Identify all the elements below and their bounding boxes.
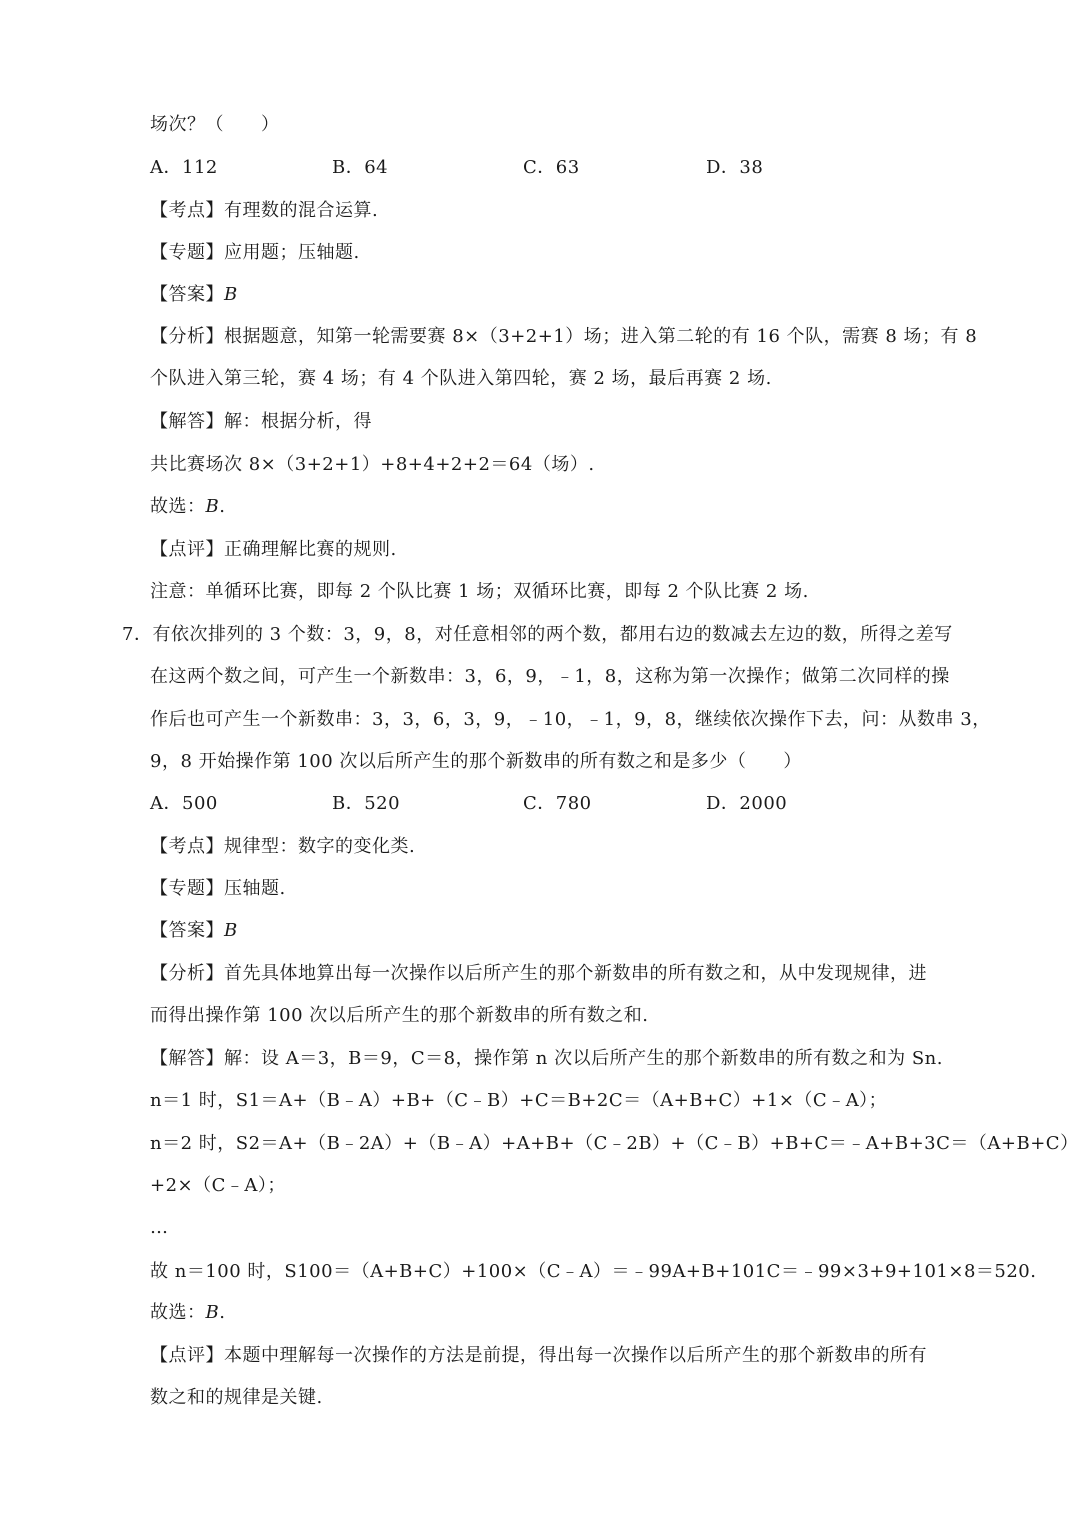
q6-option-c: C．63 bbox=[523, 157, 580, 178]
q7-select-value: B bbox=[205, 1302, 220, 1323]
q6-kaodian: 【考点】有理数的混合运算. bbox=[150, 200, 379, 221]
q7-stem-line-2: 在这两个数之间，可产生一个新数串：3，6，9，﹣1，8，这称为第一次操作；做第二次同样的操 bbox=[150, 666, 950, 687]
q6-select-value: B bbox=[205, 496, 220, 517]
q7-jieda-intro: 【解答】解：设 A＝3，B＝9，C＝8，操作第 n 次以后所产生的那个新数串的所有数之和为 Sn. bbox=[150, 1048, 943, 1069]
q7-stem-line-3: 作后也可产生一个新数串：3，3，6，3，9，﹣10，﹣1，9，8，继续依次操作下去，问：从数串 3， bbox=[150, 709, 991, 730]
q7-answer-label: 【答案】 bbox=[150, 920, 224, 941]
q7-option-b: B．520 bbox=[332, 793, 401, 814]
q6-answer-value: B bbox=[224, 284, 238, 305]
q7-zhuanti: 【专题】压轴题. bbox=[150, 878, 286, 899]
q7-number: 7． bbox=[122, 624, 153, 645]
q6-stem-tail: 场次？（ ） bbox=[150, 114, 280, 135]
q6-answer-label: 【答案】 bbox=[150, 284, 224, 305]
q6-select: 故选：B. bbox=[150, 496, 226, 517]
q6-option-d: D．38 bbox=[706, 157, 764, 178]
q6-option-a: A．112 bbox=[150, 157, 218, 178]
q7-dianping-line-1: 【点评】本题中理解每一次操作的方法是前提，得出每一次操作以后所产生的那个新数串的所有 bbox=[150, 1345, 927, 1366]
q6-fenxi-line-2: 个队进入第三轮，赛 4 场；有 4 个队进入第四轮，赛 2 场，最后再赛 2 场. bbox=[150, 368, 772, 389]
q6-select-label: 故选： bbox=[150, 496, 206, 517]
q6-answer bbox=[150, 282, 238, 308]
q6-dianping: 【点评】正确理解比赛的规则. bbox=[150, 539, 397, 560]
q7-jieda-n2-cont: +2×（C﹣A）； bbox=[150, 1175, 286, 1196]
q7-jieda-n1: n＝1 时，S1＝A+（B﹣A）+B+（C﹣B）+C＝B+2C＝（A+B+C）+1×（C﹣A）； bbox=[150, 1090, 888, 1111]
q7-kaodian: 【考点】规律型：数字的变化类. bbox=[150, 836, 416, 857]
q7-option-c: C．780 bbox=[523, 793, 592, 814]
q6-jieda-line-1: 【解答】解：根据分析，得 bbox=[150, 411, 372, 432]
q6-options bbox=[150, 155, 910, 181]
q7-jieda-final: 故 n＝100 时，S100＝（A+B+C）+100×（C﹣A）＝﹣99A+B+101C＝﹣99×3+9+101×8＝520. bbox=[150, 1261, 1037, 1282]
q6-fenxi-line-1: 【分析】根据题意，知第一轮需要赛 8×（3+2+1）场；进入第二轮的有 16 个队，需赛 8 场；有 8 bbox=[150, 326, 978, 347]
q7-fenxi-line-1: 【分析】首先具体地算出每一次操作以后所产生的那个新数串的所有数之和，从中发现规律，进 bbox=[150, 963, 927, 984]
q7-select: 故选：B. bbox=[150, 1302, 226, 1323]
q6-zhuanti: 【专题】应用题；压轴题. bbox=[150, 242, 360, 263]
q7-stem-line-1: 7．有依次排列的 3 个数：3，9，8，对任意相邻的两个数，都用右边的数减去左边的数，所得之差写 bbox=[122, 624, 953, 645]
q7-ellipsis: … bbox=[150, 1217, 169, 1238]
q7-fenxi-line-2: 而得出操作第 100 次以后所产生的那个新数串的所有数之和. bbox=[150, 1005, 649, 1026]
q7-jieda-n2: n＝2 时，S2＝A+（B﹣2A）+（B﹣A）+A+B+（C﹣2B）+（C﹣B）+B+C＝﹣A+B+3C＝（A+B+C） bbox=[150, 1133, 1079, 1154]
q7-options bbox=[150, 791, 910, 817]
q6-option-b: B．64 bbox=[332, 157, 389, 178]
q7-option-d: D．2000 bbox=[706, 793, 788, 814]
q7-dianping-line-2: 数之和的规律是关键. bbox=[150, 1387, 323, 1408]
q7-stem-line-4: 9，8 开始操作第 100 次以后所产生的那个新数串的所有数之和是多少（ ） bbox=[150, 751, 802, 772]
q7-option-a: A．500 bbox=[150, 793, 218, 814]
q7-answer-value: B bbox=[224, 920, 238, 941]
q7-select-label: 故选： bbox=[150, 1302, 206, 1323]
q6-jieda-line-2: 共比赛场次 8×（3+2+1）+8+4+2+2＝64（场）. bbox=[150, 454, 595, 475]
q6-note: 注意：单循环比赛，即每 2 个队比赛 1 场；双循环比赛，即每 2 个队比赛 2 场. bbox=[150, 581, 809, 602]
q7-answer bbox=[150, 918, 238, 944]
